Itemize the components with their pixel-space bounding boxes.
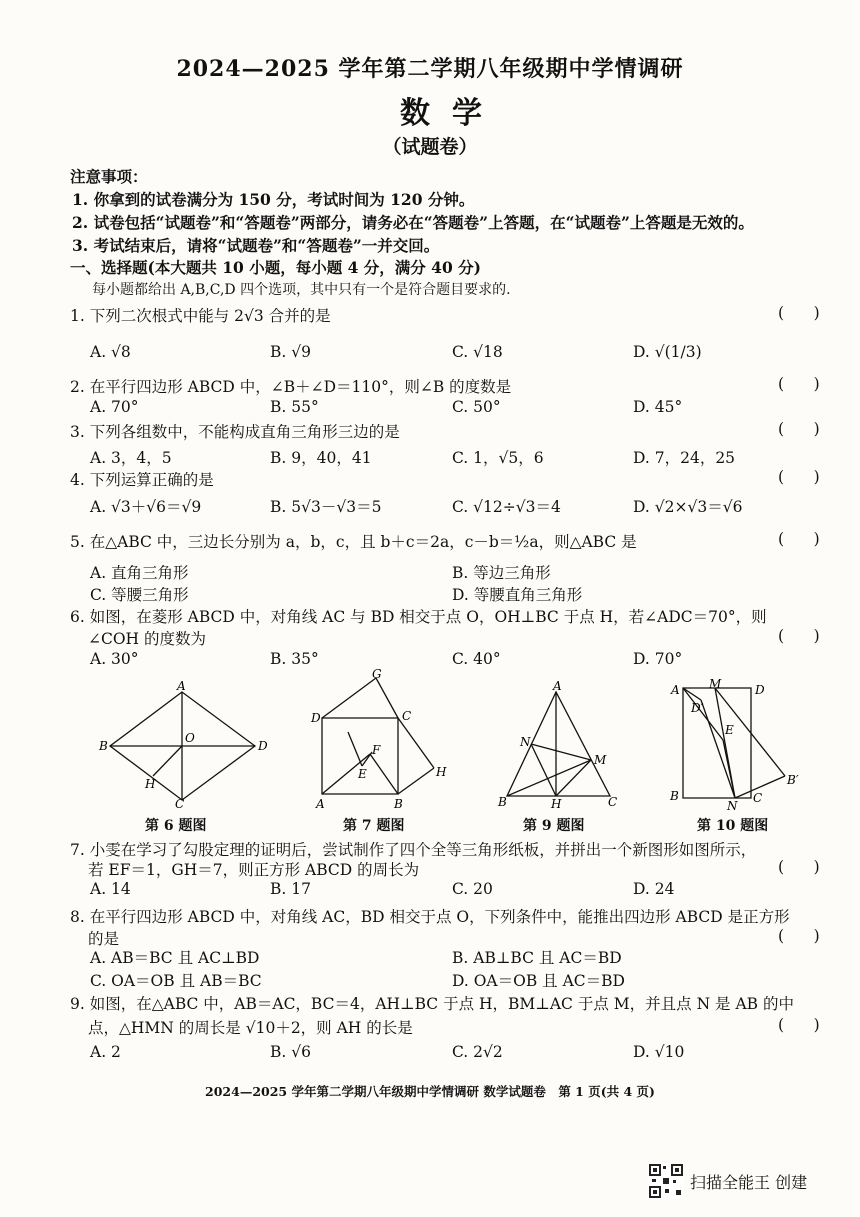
q1-option-c: C. √18	[452, 343, 503, 361]
fig10-label-d: D	[755, 683, 765, 697]
fig10-label-m: M	[709, 678, 722, 691]
figure-6-rhombus	[95, 680, 270, 810]
q8-option-b: B. AB⊥BC 且 AC＝BD	[452, 949, 622, 967]
question-5-stem: 5. 在△ABC 中，三边长分别为 a，b，c，且 b＋c＝2a，c－b＝½a，则△ABC 是	[70, 533, 637, 551]
q1-option-a: A. √8	[90, 343, 131, 361]
answer-paren-4: ( )	[778, 468, 820, 486]
question-9-stem: 9. 如图，在△ABC 中，AB＝AC，BC＝4，AH⊥BC 于点 H，BM⊥AC 于点 M，并且点 N 是 AB 的中	[70, 995, 794, 1013]
q5-option-c: C. 等腰三角形	[90, 586, 189, 604]
q7-option-b: B. 17	[270, 880, 311, 898]
q8-option-c: C. OA＝OB 且 AB＝BC	[90, 972, 262, 990]
q3-option-b: B. 9，40，41	[270, 449, 372, 467]
q5-option-b: B. 等边三角形	[452, 564, 551, 582]
q2-option-b: B. 55°	[270, 398, 319, 416]
fig7-label-f: F	[372, 743, 381, 757]
fig9-label-b: B	[498, 795, 507, 809]
q1-option-d: D. √(1/3)	[633, 343, 702, 361]
answer-paren-6: ( )	[778, 627, 820, 645]
q3-option-c: C. 1，√5，6	[452, 449, 544, 467]
figure-9-caption: 第 9 题图	[523, 818, 585, 834]
question-7-stem-cont: 若 EF＝1，GH＝7，则正方形 ABCD 的周长为	[88, 861, 420, 879]
fig7-label-c: C	[402, 709, 412, 723]
q7-option-a: A. 14	[90, 880, 131, 898]
fig9-label-m: M	[594, 753, 607, 767]
answer-paren-7: ( )	[778, 858, 820, 876]
notice-item-1: 1. 你拿到的试卷满分为 150 分，考试时间为 120 分钟。	[72, 190, 475, 209]
question-6-stem-cont: ∠COH 的度数为	[88, 630, 206, 648]
q4-option-c: C. √12÷√3＝4	[452, 498, 561, 516]
figure-7-caption: 第 7 题图	[343, 818, 405, 834]
figure-6-caption: 第 6 题图	[145, 818, 207, 834]
q2-option-c: C. 50°	[452, 398, 501, 416]
q4-option-b: B. 5√3－√3＝5	[270, 498, 382, 516]
notice-item-3: 3. 考试结束后，请将“试题卷”和“答题卷”一并交回。	[72, 236, 440, 255]
fig9-label-n: N	[520, 735, 531, 749]
q5-option-a: A. 直角三角形	[90, 564, 189, 582]
answer-paren-2: ( )	[778, 375, 820, 393]
fig7-label-g: G	[372, 668, 382, 681]
answer-paren-3: ( )	[778, 420, 820, 438]
question-2-stem: 2. 在平行四边形 ABCD 中，∠B＋∠D＝110°，则∠B 的度数是	[70, 378, 512, 396]
fig7-label-e: E	[358, 767, 367, 781]
notice-item-2: 2. 试卷包括“试题卷”和“答题卷”两部分，请务必在“答题卷”上答题，在“试题卷”上答题是无效的。	[72, 213, 754, 232]
fig10-label-b: B	[670, 789, 679, 803]
q5-option-d: D. 等腰直角三角形	[452, 586, 583, 604]
paper-type: （试题卷）	[382, 136, 478, 158]
fig6-label-a: A	[177, 680, 186, 693]
figure-9-triangle	[493, 680, 623, 810]
fig10-label-a: A	[671, 683, 680, 697]
exam-title: 2024—2025 学年第二学期八年级期中学情调研	[176, 56, 684, 82]
fig7-label-d: D	[311, 711, 321, 725]
page-footer: 2024—2025 学年第二学期八年级期中学情调研 数学试题卷 第 1 页(共 4 页)	[205, 1084, 655, 1099]
notice-heading: 注意事项：	[70, 167, 148, 186]
qr-code-icon	[648, 1163, 684, 1199]
q4-option-d: D. √2×√3＝√6	[633, 498, 743, 516]
fig7-label-b: B	[394, 797, 403, 810]
q8-option-d: D. OA＝OB 且 AC＝BD	[452, 972, 625, 990]
question-3-stem: 3. 下列各组数中，不能构成直角三角形三边的是	[70, 423, 400, 441]
figure-7-square	[310, 668, 450, 810]
q3-option-d: D. 7，24，25	[633, 449, 736, 467]
question-8-stem-cont: 的是	[88, 930, 120, 948]
question-8-stem: 8. 在平行四边形 ABCD 中，对角线 AC，BD 相交于点 O，下列条件中，能推出四边形 ABCD 是正方形	[70, 908, 790, 926]
q6-option-c: C. 40°	[452, 650, 501, 668]
q9-option-d: D. √10	[633, 1043, 685, 1061]
answer-paren-1: ( )	[778, 304, 820, 322]
q2-option-d: D. 45°	[633, 398, 683, 416]
fig6-label-b: B	[99, 739, 108, 753]
section-heading: 一、选择题(本大题共 10 小题，每小题 4 分，满分 40 分)	[70, 258, 481, 277]
fig6-label-c: C	[175, 797, 185, 810]
q8-option-a: A. AB＝BC 且 AC⊥BD	[90, 949, 260, 967]
q4-option-a: A. √3＋√6＝√9	[90, 498, 202, 516]
fig7-label-h: H	[436, 765, 447, 779]
answer-paren-5: ( )	[778, 530, 820, 548]
fig7-label-a: A	[316, 797, 325, 810]
question-7-stem: 7. 小雯在学习了勾股定理的证明后，尝试制作了四个全等三角形纸板，并拼出一个新图形如图所示，	[70, 841, 757, 859]
fig6-label-h: H	[145, 777, 156, 791]
fig10-label-b-prime: B′	[787, 773, 799, 787]
answer-paren-9: ( )	[778, 1016, 820, 1034]
fig10-label-e: E	[725, 723, 734, 737]
q2-option-a: A. 70°	[90, 398, 139, 416]
fig10-label-d-prime: D′	[691, 701, 704, 715]
q1-option-b: B. √9	[270, 343, 311, 361]
fig9-label-a: A	[553, 680, 562, 693]
q6-option-a: A. 30°	[90, 650, 139, 668]
fig9-label-c: C	[608, 795, 618, 809]
question-6-stem: 6. 如图，在菱形 ABCD 中，对角线 AC 与 BD 相交于点 O，OH⊥BC 于点 H，若∠ADC＝70°，则	[70, 608, 767, 626]
fig6-label-o: O	[185, 731, 195, 745]
fig6-label-d: D	[258, 739, 268, 753]
section-instruction: 每小题都给出 A,B,C,D 四个选项，其中只有一个是符合题目要求的.	[92, 282, 511, 298]
q9-option-a: A. 2	[90, 1043, 121, 1061]
q7-option-d: D. 24	[633, 880, 675, 898]
q3-option-a: A. 3，4，5	[90, 449, 172, 467]
fig10-label-c: C	[753, 791, 763, 805]
q9-option-c: C. 2√2	[452, 1043, 503, 1061]
figure-10-caption: 第 10 题图	[697, 818, 769, 834]
figure-10-rectangle	[665, 678, 805, 812]
question-9-stem-cont: 点，△HMN 的周长是 √10＋2，则 AH 的长是	[88, 1019, 413, 1037]
subject-title: 数学	[400, 96, 504, 131]
question-4-stem: 4. 下列运算正确的是	[70, 471, 214, 489]
q6-option-d: D. 70°	[633, 650, 683, 668]
answer-paren-8: ( )	[778, 927, 820, 945]
q9-option-b: B. √6	[270, 1043, 311, 1061]
fig9-label-h: H	[551, 797, 562, 810]
fig10-label-n: N	[727, 799, 738, 812]
q7-option-c: C. 20	[452, 880, 493, 898]
question-1-stem: 1. 下列二次根式中能与 2√3 合并的是	[70, 307, 331, 325]
watermark-text: 扫描全能王 创建	[690, 1173, 808, 1192]
q6-option-b: B. 35°	[270, 650, 319, 668]
